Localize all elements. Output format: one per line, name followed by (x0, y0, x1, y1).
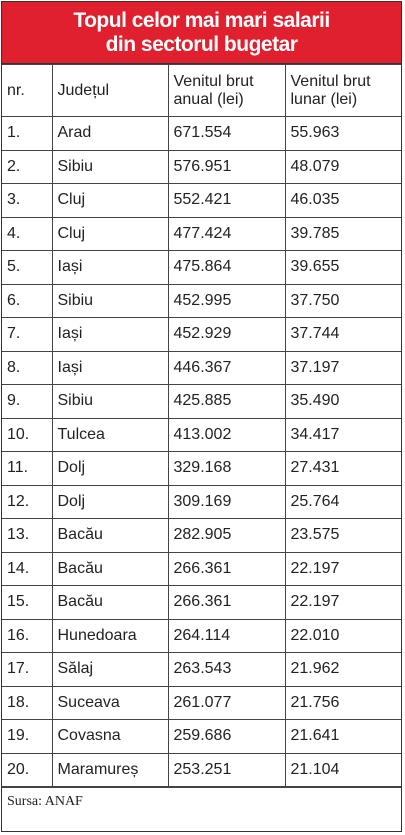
row-nr: 11. (2, 452, 52, 486)
row-county: Suceava (52, 686, 168, 720)
row-county: Sibiu (52, 284, 168, 318)
row-annual-income: 282.905 (168, 519, 285, 553)
row-annual-income: 452.929 (168, 318, 285, 352)
row-monthly-income: 37.744 (285, 318, 401, 352)
row-county: Iași (52, 318, 168, 352)
salary-table (2, 64, 401, 787)
row-annual-income: 259.686 (168, 720, 285, 754)
row-county: Sibiu (52, 150, 168, 184)
table-row (2, 586, 401, 620)
table-row (2, 385, 401, 419)
header-county: Județul (52, 65, 168, 117)
row-monthly-income: 39.655 (285, 251, 401, 285)
row-nr: 4. (2, 217, 52, 251)
row-county: Cluj (52, 217, 168, 251)
row-nr: 9. (2, 385, 52, 419)
row-monthly-income: 37.197 (285, 351, 401, 385)
row-nr: 7. (2, 318, 52, 352)
row-monthly-income: 21.962 (285, 653, 401, 687)
row-annual-income: 266.361 (168, 552, 285, 586)
row-annual-income: 425.885 (168, 385, 285, 419)
table-row (2, 552, 401, 586)
row-nr: 5. (2, 251, 52, 285)
row-monthly-income: 35.490 (285, 385, 401, 419)
row-annual-income: 263.543 (168, 653, 285, 687)
row-monthly-income: 22.010 (285, 619, 401, 653)
row-nr: 14. (2, 552, 52, 586)
table-row (2, 485, 401, 519)
row-county: Bacău (52, 552, 168, 586)
row-annual-income: 452.995 (168, 284, 285, 318)
table-row (2, 519, 401, 553)
table-title (2, 2, 401, 64)
row-annual-income: 576.951 (168, 150, 285, 184)
row-annual-income: 264.114 (168, 619, 285, 653)
table-body (2, 117, 401, 787)
row-monthly-income: 23.575 (285, 519, 401, 553)
row-county: Dolj (52, 452, 168, 486)
table-row (2, 720, 401, 754)
row-monthly-income: 48.079 (285, 150, 401, 184)
table-row (2, 251, 401, 285)
row-county: Sălaj (52, 653, 168, 687)
row-annual-income: 329.168 (168, 452, 285, 486)
row-nr: 3. (2, 184, 52, 218)
row-monthly-income: 25.764 (285, 485, 401, 519)
row-county: Bacău (52, 586, 168, 620)
row-monthly-income: 22.197 (285, 586, 401, 620)
row-nr: 20. (2, 753, 52, 787)
row-annual-income: 475.864 (168, 251, 285, 285)
table-row (2, 753, 401, 787)
table-row (2, 150, 401, 184)
row-nr: 2. (2, 150, 52, 184)
salary-table-card (1, 1, 402, 832)
table-row (2, 117, 401, 151)
row-monthly-income: 55.963 (285, 117, 401, 151)
row-monthly-income: 46.035 (285, 184, 401, 218)
header-nr: nr. (2, 65, 52, 117)
row-annual-income: 446.367 (168, 351, 285, 385)
table-row (2, 184, 401, 218)
table-row (2, 351, 401, 385)
row-nr: 15. (2, 586, 52, 620)
row-annual-income: 413.002 (168, 418, 285, 452)
row-county: Arad (52, 117, 168, 151)
row-monthly-income: 21.756 (285, 686, 401, 720)
title-line-2: din sectorul bugetar (105, 32, 298, 56)
row-county: Iași (52, 251, 168, 285)
row-county: Bacău (52, 519, 168, 553)
row-monthly-income: 39.785 (285, 217, 401, 251)
table-row (2, 284, 401, 318)
row-annual-income: 671.554 (168, 117, 285, 151)
table-row (2, 452, 401, 486)
row-nr: 8. (2, 351, 52, 385)
source-note: Sursa: ANAF (2, 787, 401, 816)
row-annual-income: 552.421 (168, 184, 285, 218)
title-line-1: Topul celor mai mari salarii (73, 8, 330, 32)
row-nr: 6. (2, 284, 52, 318)
header-row (2, 65, 401, 117)
table-row (2, 619, 401, 653)
row-monthly-income: 37.750 (285, 284, 401, 318)
row-annual-income: 477.424 (168, 217, 285, 251)
row-nr: 10. (2, 418, 52, 452)
row-nr: 1. (2, 117, 52, 151)
row-monthly-income: 22.197 (285, 552, 401, 586)
row-county: Cluj (52, 184, 168, 218)
row-nr: 12. (2, 485, 52, 519)
table-row (2, 318, 401, 352)
table-row (2, 653, 401, 687)
table-row (2, 418, 401, 452)
row-annual-income: 309.169 (168, 485, 285, 519)
table-row (2, 217, 401, 251)
row-county: Tulcea (52, 418, 168, 452)
row-county: Dolj (52, 485, 168, 519)
row-annual-income: 253.251 (168, 753, 285, 787)
row-nr: 17. (2, 653, 52, 687)
row-annual-income: 266.361 (168, 586, 285, 620)
row-nr: 18. (2, 686, 52, 720)
row-monthly-income: 34.417 (285, 418, 401, 452)
row-nr: 13. (2, 519, 52, 553)
row-monthly-income: 21.641 (285, 720, 401, 754)
row-monthly-income: 21.104 (285, 753, 401, 787)
row-county: Hunedoara (52, 619, 168, 653)
row-annual-income: 261.077 (168, 686, 285, 720)
row-county: Iași (52, 351, 168, 385)
row-monthly-income: 27.431 (285, 452, 401, 486)
table-row (2, 686, 401, 720)
row-county: Sibiu (52, 385, 168, 419)
row-county: Covasna (52, 720, 168, 754)
header-monthly-income: Venitul brut lunar (lei) (285, 65, 401, 117)
header-annual-income: Venitul brut anual (lei) (168, 65, 285, 117)
row-county: Maramureș (52, 753, 168, 787)
row-nr: 19. (2, 720, 52, 754)
row-nr: 16. (2, 619, 52, 653)
